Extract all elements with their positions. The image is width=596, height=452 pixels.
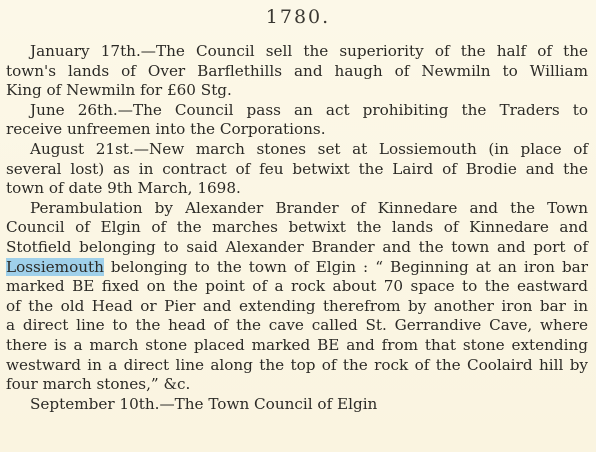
- text-line: Perambulation by Alexander Brander of Kinnedare and the Town: [30, 198, 588, 217]
- text-line: four march stones,” &c.: [6, 375, 191, 394]
- text-line-rest: belonging to the town of Elgin : “ Beginning at an iron bar: [103, 257, 588, 276]
- text-line: King of Newmiln for £60 Stg.: [6, 81, 232, 100]
- highlighted-word[interactable]: Lossiemouth: [6, 257, 104, 276]
- text-line: a direct line to the head of the cave called St. Gerrandive Cave, where: [6, 316, 588, 335]
- text-line: several lost) as in contract of feu betwixt the Laird of Brodie and the: [6, 159, 588, 178]
- text-line: there is a march stone placed marked BE and from that stone extending: [6, 335, 588, 354]
- text-line: marked BE fixed on the point of a rock about 70 space to the eastward: [6, 277, 588, 296]
- text-line: of the old Head or Pier and extending therefrom by another iron bar in: [6, 296, 588, 315]
- text-line: Council of Elgin of the marches betwixt the lands of Kinnedare and: [6, 218, 588, 237]
- text-line: January 17th.—The Council sell the superiority of the half of the: [30, 42, 588, 60]
- page-heading-year: 1780.: [265, 6, 331, 28]
- text-line-with-highlight: [6, 258, 588, 278]
- cutoff-text-line: [6, 394, 588, 413]
- text-line: town's lands of Over Barflethills and haugh of Newmiln to William: [6, 61, 588, 80]
- text-line: Stotfield belonging to said Alexander Brander and the town and port of: [6, 237, 588, 256]
- text-line: westward in a direct line along the top of the rock of the Coolaird hill by: [6, 355, 588, 374]
- text-line: town of date 9th March, 1698.: [6, 179, 241, 198]
- text-line: September 10th.—The Town Council of Elgin: [30, 394, 378, 413]
- text-line: receive unfreemen into the Corporations.: [6, 120, 326, 139]
- text-line: August 21st.—New march stones set at Lossiemouth (in place of: [30, 139, 588, 158]
- text-line: June 26th.—The Council pass an act prohibiting the Traders to: [30, 100, 588, 119]
- body-text: [6, 42, 588, 413]
